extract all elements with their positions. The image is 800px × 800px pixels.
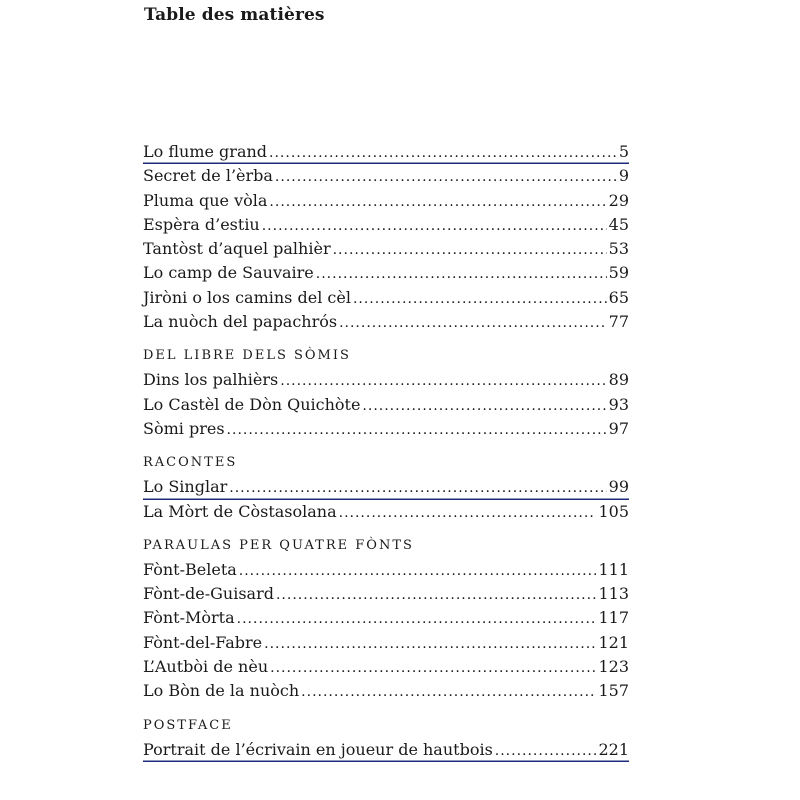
- toc-entry-page: 157: [598, 681, 629, 701]
- toc-entry-page: 9: [618, 166, 629, 186]
- table-of-contents: [143, 140, 629, 762]
- toc-entry[interactable]: [143, 655, 629, 679]
- toc-entry-title: Lo Castèl de Dòn Quichòte: [143, 394, 361, 414]
- toc-section-main: [143, 140, 629, 334]
- toc-entry-title: Secret de l’èrba: [143, 166, 273, 186]
- toc-entry-page: 97: [608, 418, 629, 438]
- toc-entry[interactable]: [143, 582, 629, 606]
- toc-entry-page: 117: [598, 608, 629, 628]
- dot-leader: [269, 190, 606, 214]
- dot-leader: [270, 656, 596, 680]
- toc-entry[interactable]: [143, 286, 629, 310]
- toc-entry-title: Lo camp de Sauvaire: [143, 263, 314, 283]
- toc-entry[interactable]: [143, 237, 629, 261]
- toc-entry-title: L’Autbòi de nèu: [143, 657, 269, 677]
- toc-entry-title: Lo Singlar: [143, 477, 228, 497]
- section-heading: DEL LIBRE DELS SÒMIS: [143, 348, 351, 364]
- toc-entry-page: 59: [608, 263, 629, 283]
- section-heading: PARAULAS PER QUATRE FÒNTS: [143, 537, 414, 553]
- dot-leader: [229, 476, 606, 500]
- toc-entry[interactable]: [143, 500, 629, 524]
- toc-entry[interactable]: [143, 558, 629, 582]
- toc-entry[interactable]: [143, 417, 629, 441]
- dot-leader: [362, 394, 606, 418]
- dot-leader: [275, 165, 617, 189]
- toc-entry-title: Jiròni o los camins del cèl: [143, 287, 351, 307]
- toc-entry[interactable]: [143, 393, 629, 417]
- toc-entry-page: 77: [608, 312, 629, 332]
- dot-leader: [316, 262, 607, 286]
- toc-entry-title: Fònt-Mòrta: [143, 608, 235, 628]
- toc-entry-title: La Mòrt de Còstasolana: [143, 501, 337, 521]
- toc-entry-title: La nuòch del papachrós: [143, 312, 338, 332]
- dot-leader: [262, 214, 607, 238]
- toc-entry-page: 93: [608, 394, 629, 414]
- toc-section-postface: [143, 714, 629, 762]
- dot-leader: [264, 632, 596, 656]
- toc-entry[interactable]: [143, 261, 629, 285]
- dot-leader: [353, 287, 607, 311]
- toc-entry-title: Sòmi pres: [143, 418, 225, 438]
- dot-leader: [227, 418, 607, 442]
- toc-entry-page: 99: [608, 477, 629, 497]
- dot-leader: [276, 583, 596, 607]
- toc-entry-title: Lo Bòn de la nuòch: [143, 681, 300, 701]
- toc-entry[interactable]: [143, 606, 629, 630]
- toc-entry-title: Pluma que vòla: [143, 190, 268, 210]
- toc-entry[interactable]: [143, 679, 629, 703]
- dot-leader: [339, 501, 597, 525]
- page-title: Table des matières: [144, 5, 325, 25]
- dot-leader: [333, 238, 607, 262]
- section-heading: RACONTES: [143, 455, 238, 471]
- dot-leader: [237, 607, 597, 631]
- toc-entry-page: 65: [608, 287, 629, 307]
- toc-entry-page: 105: [598, 501, 629, 521]
- toc-entry[interactable]: [143, 368, 629, 392]
- toc-entry[interactable]: [143, 631, 629, 655]
- toc-entry[interactable]: [143, 164, 629, 188]
- toc-entry-page: 5: [618, 142, 629, 161]
- dot-leader: [280, 369, 606, 393]
- toc-entry[interactable]: [143, 475, 629, 499]
- toc-entry-page: 45: [608, 214, 629, 234]
- section-heading: POSTFACE: [143, 717, 233, 733]
- toc-entry[interactable]: [143, 140, 629, 164]
- dot-leader: [301, 680, 596, 704]
- toc-entry-title: Portrait de l’écrivain en joueur de hautbois: [143, 739, 493, 759]
- toc-entry-page: 121: [598, 632, 629, 652]
- toc-entry-page: 113: [598, 584, 629, 604]
- toc-entry-page: 221: [598, 739, 629, 759]
- toc-entry-title: Fònt-del-Fabre: [143, 632, 263, 652]
- toc-entry-title: Tantòst d’aquel palhièr: [143, 239, 331, 259]
- dot-leader: [239, 559, 597, 583]
- toc-entry-page: 53: [608, 239, 629, 259]
- toc-entry-title: Espèra d’estiu: [143, 214, 260, 234]
- toc-entry-title: Fònt-Beleta: [143, 559, 237, 579]
- dot-leader: [269, 141, 617, 165]
- toc-entry[interactable]: [143, 738, 629, 762]
- toc-entry-title: Dins los palhièrs: [143, 370, 279, 390]
- toc-section-fonts: [143, 534, 629, 704]
- toc-entry-title: Lo flume grand: [143, 142, 268, 161]
- toc-entry[interactable]: [143, 189, 629, 213]
- toc-section-somis: [143, 344, 629, 441]
- toc-entry-page: 29: [608, 190, 629, 210]
- toc-section-racontes: [143, 451, 629, 524]
- toc-entry-page: 111: [598, 559, 629, 579]
- toc-entry-page: 123: [598, 657, 629, 677]
- dot-leader: [339, 311, 607, 335]
- toc-entry-page: 89: [608, 370, 629, 390]
- toc-entry-title: Fònt-de-Guisard: [143, 584, 274, 604]
- dot-leader: [495, 739, 597, 763]
- toc-entry[interactable]: [143, 310, 629, 334]
- toc-entry[interactable]: [143, 213, 629, 237]
